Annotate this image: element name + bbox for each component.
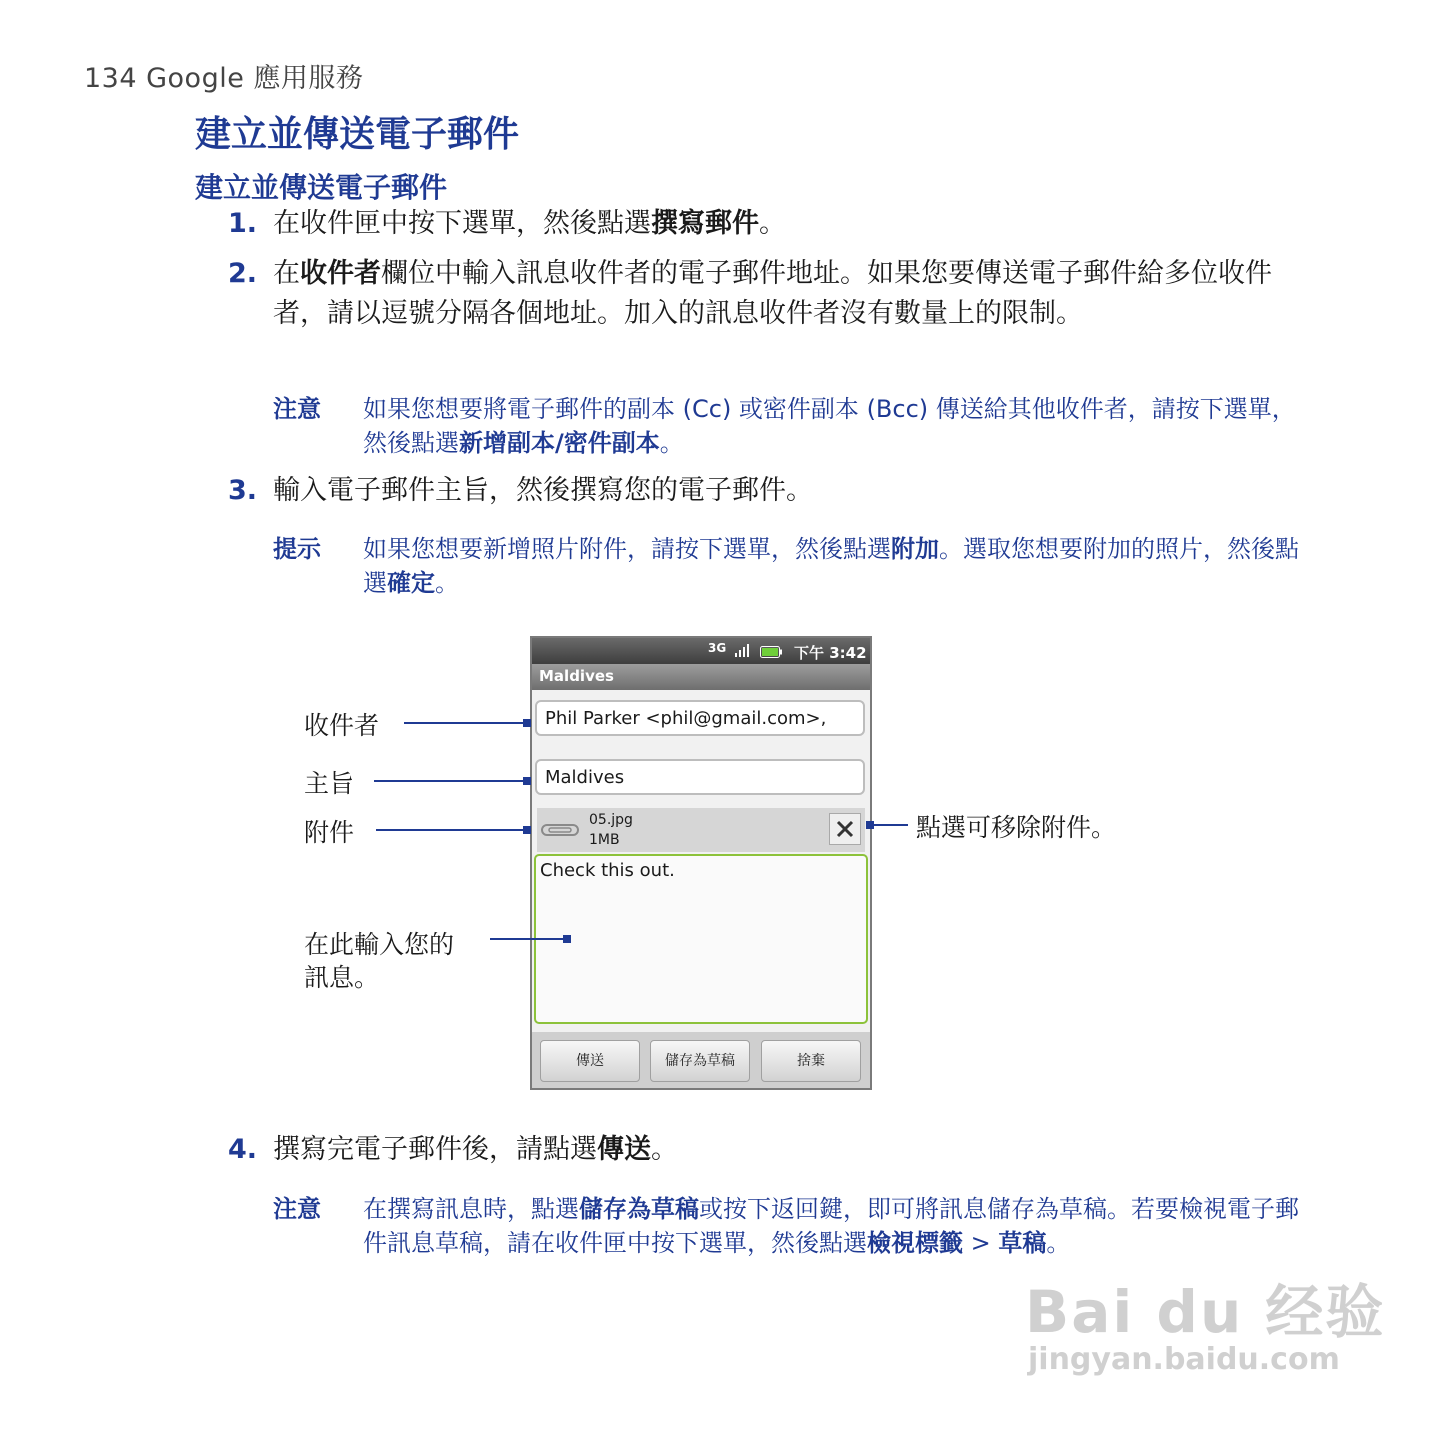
step-4	[228, 1130, 1318, 1170]
send-button[interactable]: 傳送	[540, 1040, 640, 1082]
callout-line-remove	[866, 824, 908, 826]
callout-attachment: 附件	[304, 818, 355, 847]
callout-line-to	[404, 722, 528, 724]
paperclip-icon	[541, 822, 579, 838]
step-text: 輸入電子郵件主旨，然後撰寫您的電子郵件。	[273, 475, 813, 506]
signal-icon	[734, 643, 750, 657]
note-label: 提示	[273, 535, 321, 563]
message-body-input[interactable]	[534, 854, 868, 1024]
clock: 下午 3:42	[794, 644, 867, 662]
note-text: 如果您想要新增照片附件，請按下選單，然後點選附加。選取您想要附加的照片，然後點選確定。	[363, 535, 1299, 597]
note-text: 在撰寫訊息時，點選儲存為草稿或按下返回鍵，即可將訊息儲存為草稿。若要檢視電子郵件訊息草稿，請在收件匣中按下選單，然後點選檢視標籤 > 草稿。	[363, 1195, 1299, 1257]
callout-line-body	[490, 938, 566, 940]
subject-value: Maldives	[545, 767, 625, 788]
callout-to: 收件者	[304, 711, 380, 740]
note-2	[273, 1192, 1318, 1262]
action-bar	[532, 1032, 870, 1088]
attachment-name: 05.jpg	[589, 812, 633, 828]
callout-line-subject	[374, 780, 528, 782]
attachment-size: 1MB	[589, 832, 620, 848]
window-title: Maldives	[539, 667, 614, 685]
callout-dot-body	[563, 935, 571, 943]
callout-dot-to	[523, 719, 531, 727]
compose-title-bar	[532, 664, 870, 690]
callout-remove: 點選可移除附件。	[916, 813, 1117, 842]
step-2	[228, 254, 1318, 374]
tip-1	[273, 532, 1318, 602]
step-1	[228, 204, 1318, 244]
page-title: 建立並傳送電子郵件	[195, 114, 520, 155]
watermark-logo: Bai du 经验	[1025, 1278, 1386, 1346]
running-head: 134 Google 應用服務	[84, 63, 364, 94]
subject-field[interactable]	[535, 759, 865, 795]
to-field[interactable]	[535, 700, 865, 736]
step-text: 在收件匣中按下選單，然後點選撰寫郵件。	[273, 208, 786, 239]
section-title: 建立並傳送電子郵件	[195, 171, 448, 204]
step-number: 1.	[228, 208, 258, 239]
step-number: 4.	[228, 1134, 258, 1165]
step-3	[228, 471, 1318, 511]
status-bar	[532, 638, 870, 664]
discard-button[interactable]: 捨棄	[761, 1040, 861, 1082]
close-icon	[830, 814, 860, 844]
callout-subject: 主旨	[304, 769, 355, 798]
callout-dot-attachment	[523, 826, 531, 834]
step-number: 2.	[228, 258, 258, 289]
note-text: 如果您想要將電子郵件的副本 (Cc) 或密件副本 (Bcc) 傳送給其他收件者，請按下選單，然後點選新增副本/密件副本。	[363, 395, 1296, 457]
callout-body-line2: 訊息。	[304, 963, 380, 992]
body-text: Check this out.	[540, 860, 675, 881]
callout-line-attachment	[376, 829, 528, 831]
note-label: 注意	[273, 395, 321, 423]
remove-attachment-button[interactable]	[829, 813, 861, 845]
battery-icon	[760, 644, 782, 656]
step-text: 在收件者欄位中輸入訊息收件者的電子郵件地址。如果您要傳送電子郵件給多位收件者，請以逗號分隔各個地址。加入的訊息收件者沒有數量上的限制。	[273, 258, 1272, 329]
phone-screenshot	[530, 636, 872, 1090]
attachment-row	[537, 808, 865, 852]
to-value: Phil Parker <phil@gmail.com>,	[545, 708, 827, 729]
network-indicator: 3G	[708, 641, 727, 655]
callout-dot-subject	[523, 777, 531, 785]
callout-body-line1: 在此輸入您的	[304, 930, 455, 959]
step-number: 3.	[228, 475, 258, 506]
watermark-url: jingyan.baidu.com	[1028, 1342, 1340, 1377]
note-label: 注意	[273, 1195, 321, 1223]
note-1	[273, 392, 1318, 462]
save-draft-button[interactable]: 儲存為草稿	[650, 1040, 750, 1082]
step-text: 撰寫完電子郵件後，請點選傳送。	[273, 1134, 678, 1165]
